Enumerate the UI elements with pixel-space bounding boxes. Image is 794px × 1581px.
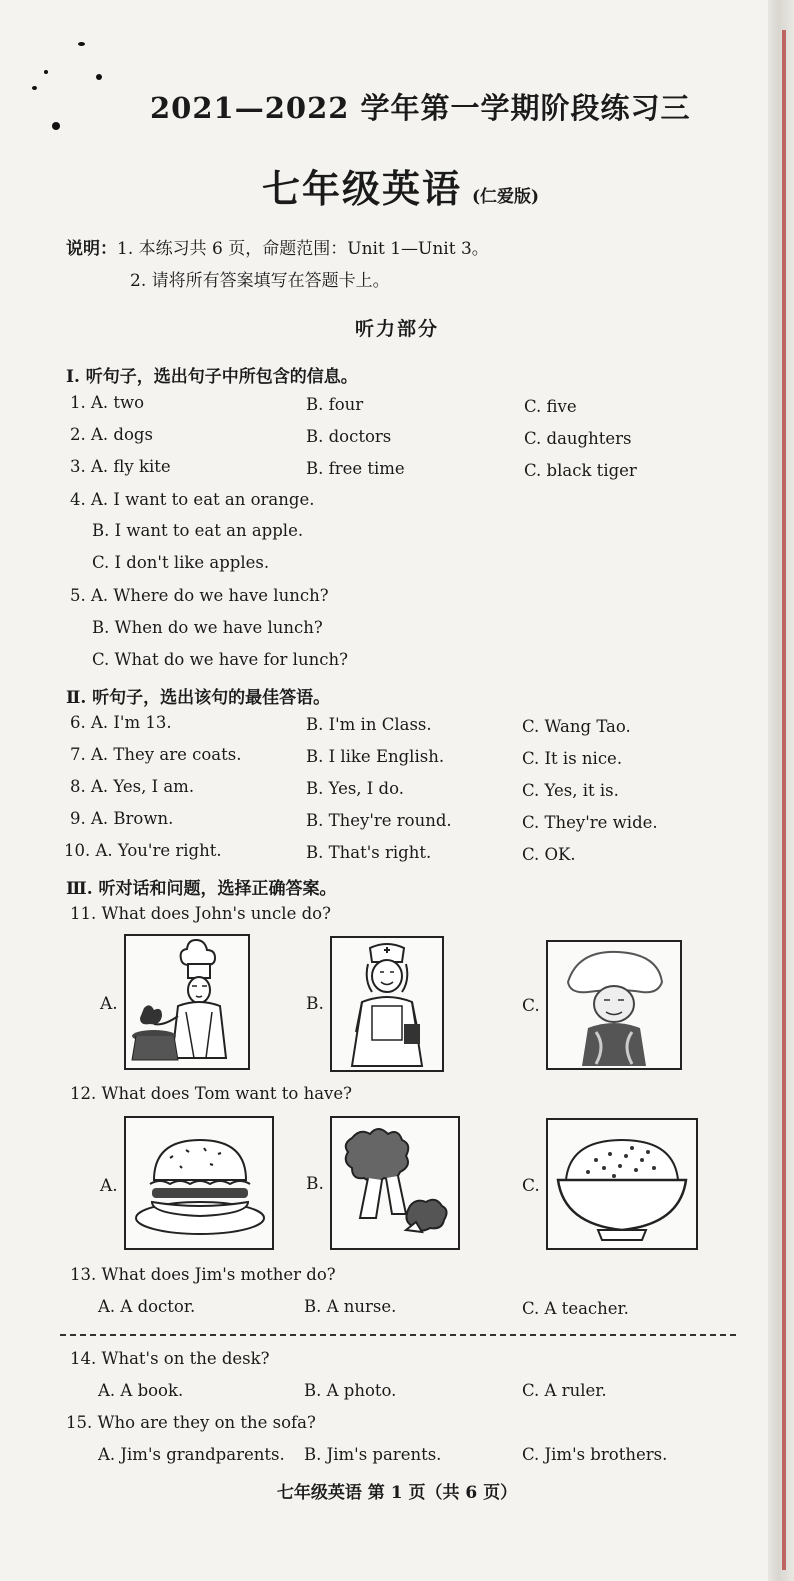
q3-option-b: B. free time — [306, 459, 405, 478]
q3-option-c: C. black tiger — [524, 461, 637, 480]
notes-text-1: 1. 本练习共 6 页，命题范围：Unit 1—Unit 3。 — [117, 239, 489, 259]
exam-title: 2021—2022 学年第一学期阶段练习三 — [150, 91, 691, 125]
q3-option-a: 3. A. fly kite — [70, 457, 171, 476]
listening-section-title: 听力部分 — [354, 318, 439, 340]
q12-picture-a-hamburger[interactable] — [124, 1116, 274, 1250]
q11-label-c: C. — [522, 996, 540, 1016]
section-3-heading: Ⅲ. 听对话和问题，选择正确答案。 — [66, 879, 337, 899]
edition-label: (仁爱版) — [472, 187, 540, 207]
section-1-heading: Ⅰ. 听句子，选出句子中所包含的信息。 — [66, 367, 358, 387]
q4-option-a: 4. A. I want to eat an orange. — [70, 490, 315, 509]
q2-option-b: B. doctors — [306, 427, 392, 446]
q12-label-a: A. — [100, 1176, 118, 1196]
q11-picture-c-person[interactable] — [546, 940, 682, 1070]
q14-option-a: A. A book. — [98, 1381, 184, 1400]
q7-option-c: C. It is nice. — [522, 749, 623, 768]
notes-line-1 — [66, 234, 489, 259]
q9-option-a: 9. A. Brown. — [70, 809, 174, 828]
q5-option-c: C. What do we have for lunch? — [92, 650, 348, 669]
q11-label-b: B. — [306, 994, 324, 1014]
page-edge-shadow — [768, 0, 794, 1581]
subject-name: 七年级英语 — [262, 166, 463, 211]
q13-option-a: A. A doctor. — [98, 1297, 196, 1316]
q11-picture-b-nurse[interactable] — [330, 936, 444, 1072]
page-footer: 七年级英语 第 1 页（共 6 页） — [276, 1483, 518, 1503]
q12-label-b: B. — [306, 1174, 324, 1194]
q5-option-b: B. When do we have lunch? — [92, 618, 323, 637]
chef-illustration — [126, 936, 248, 1068]
cut-line-divider — [60, 1334, 736, 1336]
scan-speck — [32, 86, 37, 90]
exam-subject — [262, 158, 622, 213]
q6-option-a: 6. A. I'm 13. — [70, 713, 172, 732]
q1-option-a: 1. A. two — [70, 393, 145, 412]
q6-option-c: C. Wang Tao. — [522, 717, 631, 736]
broccoli-illustration — [332, 1118, 458, 1248]
notes-label: 说明： — [66, 239, 117, 259]
q12-picture-c-rice-bowl[interactable] — [546, 1118, 698, 1250]
q12-label-c: C. — [522, 1176, 540, 1196]
q14-option-c: C. A ruler. — [522, 1381, 607, 1400]
q7-option-a: 7. A. They are coats. — [70, 745, 242, 764]
person-illustration — [548, 942, 680, 1068]
q15-option-c: C. Jim's brothers. — [522, 1445, 668, 1464]
q7-option-b: B. I like English. — [306, 747, 445, 766]
q14-question: 14. What's on the desk? — [70, 1349, 270, 1368]
q12-question: 12. What does Tom want to have? — [70, 1084, 352, 1103]
q10-option-c: C. OK. — [522, 845, 576, 864]
q9-option-b: B. They're round. — [306, 811, 452, 830]
q5-option-a: 5. A. Where do we have lunch? — [70, 586, 329, 605]
q15-option-b: B. Jim's parents. — [304, 1445, 442, 1464]
scan-speck — [78, 42, 85, 46]
q11-label-a: A. — [100, 994, 118, 1014]
q2-option-a: 2. A. dogs — [70, 425, 153, 444]
hamburger-illustration — [126, 1118, 272, 1248]
q12-picture-b-broccoli[interactable] — [330, 1116, 460, 1250]
q13-option-b: B. A nurse. — [304, 1297, 397, 1316]
q1-option-b: B. four — [306, 395, 364, 414]
q4-option-c: C. I don't like apples. — [92, 553, 270, 572]
q1-option-c: C. five — [524, 397, 577, 416]
scan-speck — [96, 74, 102, 80]
section-2-heading: Ⅱ. 听句子，选出该句的最佳答语。 — [66, 688, 331, 708]
q15-option-a: A. Jim's grandparents. — [98, 1445, 285, 1464]
q14-option-b: B. A photo. — [304, 1381, 397, 1400]
q10-option-b: B. That's right. — [306, 843, 432, 862]
scan-speck — [52, 122, 60, 130]
q8-option-b: B. Yes, I do. — [306, 779, 405, 798]
nurse-illustration — [332, 938, 442, 1070]
scan-speck — [44, 70, 48, 74]
q11-question: 11. What does John's uncle do? — [70, 904, 331, 923]
notes-line-2: 2. 请将所有答案填写在答题卡上。 — [130, 271, 390, 291]
q15-question: 15. Who are they on the sofa? — [66, 1413, 316, 1432]
q8-option-c: C. Yes, it is. — [522, 781, 619, 800]
q4-option-b: B. I want to eat an apple. — [92, 521, 304, 540]
q10-option-a: 10. A. You're right. — [64, 841, 222, 860]
q8-option-a: 8. A. Yes, I am. — [70, 777, 195, 796]
q6-option-b: B. I'm in Class. — [306, 715, 432, 734]
rice-bowl-illustration — [548, 1120, 696, 1248]
page-edge-red-line — [782, 30, 786, 1570]
q13-option-c: C. A teacher. — [522, 1299, 629, 1318]
q13-question: 13. What does Jim's mother do? — [70, 1265, 336, 1284]
q9-option-c: C. They're wide. — [522, 813, 658, 832]
q2-option-c: C. daughters — [524, 429, 632, 448]
q11-picture-a-chef[interactable] — [124, 934, 250, 1070]
